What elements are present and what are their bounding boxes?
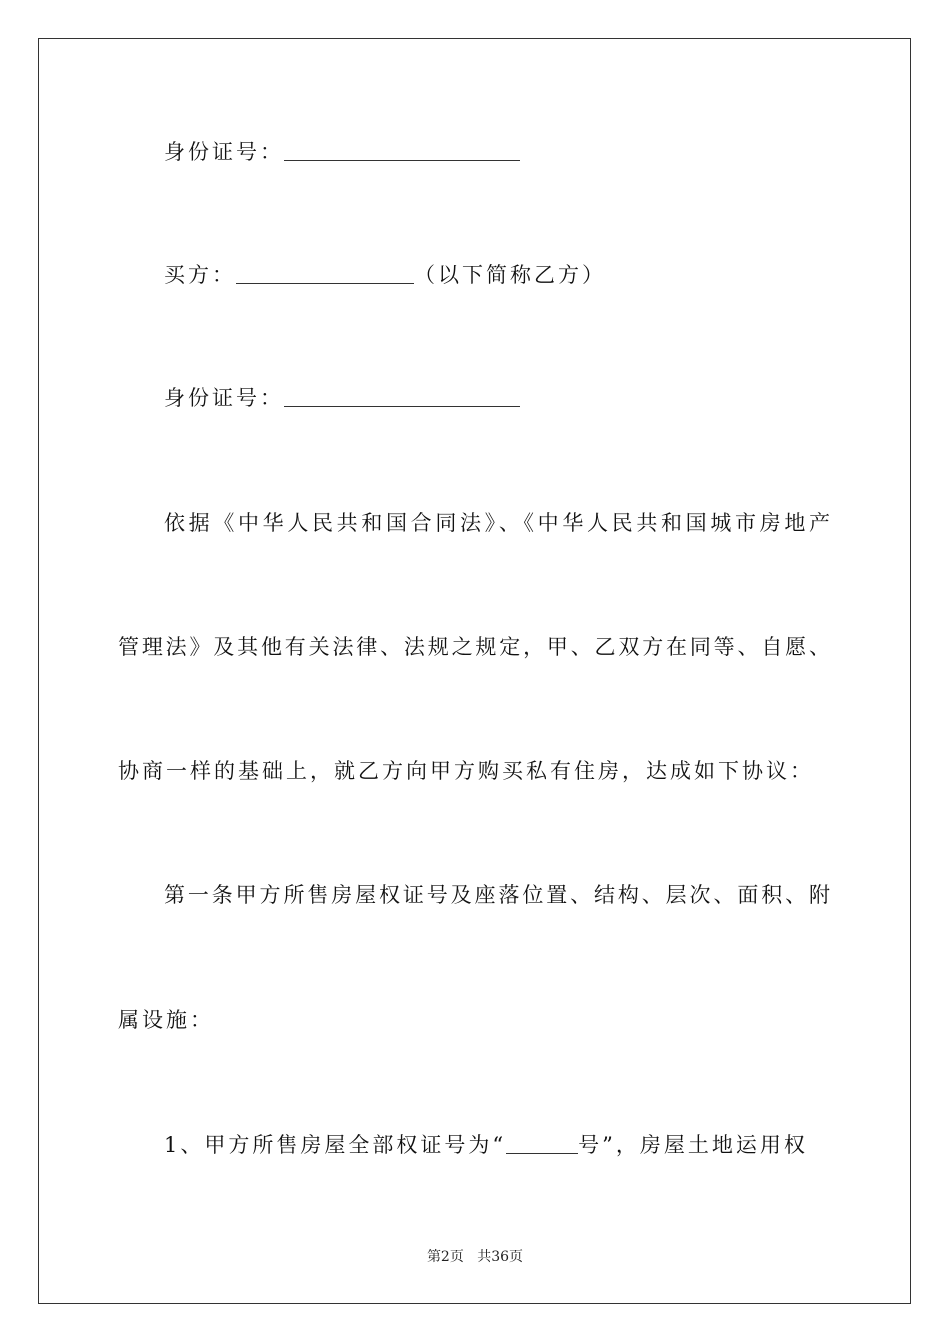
paragraph2-line2: 属设施： — [118, 1008, 214, 1032]
buyer-id-blank[interactable] — [284, 386, 520, 407]
paragraph3-line1 — [164, 1131, 808, 1159]
paragraph2-line1: 第一条甲方所售房屋权证号及座落位置、结构、层次、面积、附 — [164, 883, 832, 907]
paragraph3-prefix: 1、甲方所售房屋全部权证号为“ — [164, 1133, 507, 1157]
page-border — [38, 38, 911, 1304]
paragraph1-line3: 协商一样的基础上，就乙方向甲方购买私有住房，达成如下协议： — [118, 759, 814, 783]
page-footer — [0, 1248, 950, 1266]
buyer-line — [164, 261, 606, 289]
paragraph3-middle: 号”，房屋土地运用权 — [578, 1133, 808, 1157]
page-number: 第2页 — [426, 1249, 464, 1265]
certificate-number-blank[interactable] — [506, 1133, 578, 1154]
seller-id-blank[interactable] — [284, 140, 520, 161]
paragraph1-line1: 依据《中华人民共和国合同法》、《中华人民共和国城市房地产 — [164, 511, 832, 535]
buyer-note: （以下简称乙方） — [414, 263, 606, 287]
paragraph1-line2: 管理法》及其他有关法律、法规之规定，甲、乙双方在同等、自愿、 — [118, 635, 832, 659]
buyer-id-line — [164, 384, 520, 412]
seller-id-label: 身份证号： — [164, 140, 284, 164]
buyer-label: 买方： — [164, 263, 236, 287]
page-total: 共36页 — [477, 1249, 524, 1265]
buyer-name-blank[interactable] — [236, 263, 414, 284]
buyer-id-label: 身份证号： — [164, 386, 284, 410]
seller-id-line — [164, 138, 520, 166]
